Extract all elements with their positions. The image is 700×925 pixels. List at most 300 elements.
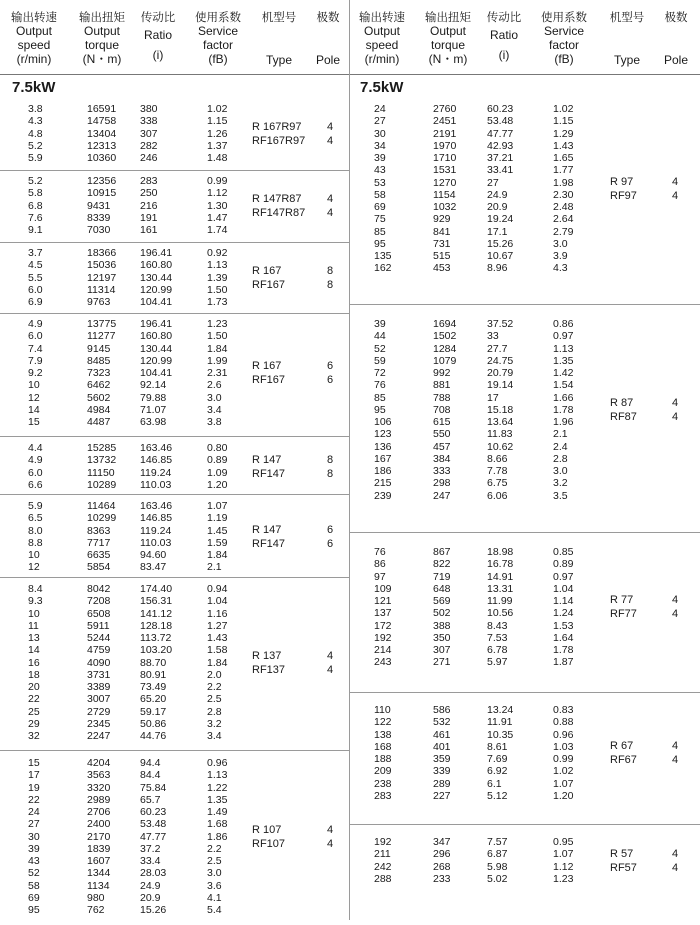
output-speed-cell: 5.8 xyxy=(28,187,43,200)
table-row xyxy=(0,296,350,308)
output-torque-cell: 1607 xyxy=(87,855,111,867)
service-factor-cell: 4.1 xyxy=(207,891,222,904)
table-row xyxy=(350,226,700,238)
table-row xyxy=(0,757,350,769)
output-speed-cell: 95 xyxy=(374,237,386,250)
pole-count-label: 6 xyxy=(327,523,334,536)
output-torque-cell: 1079 xyxy=(433,354,457,367)
model-type-label: RF167R97 xyxy=(252,134,306,147)
ratio-cell: 17 xyxy=(487,391,499,404)
output-speed-cell: 27 xyxy=(374,115,386,128)
table-row xyxy=(0,416,350,428)
pole-count-label: 4 xyxy=(327,837,334,850)
header-factor: 使用系数 Service factor (fB) xyxy=(195,10,241,66)
service-factor-cell: 3.0 xyxy=(553,237,568,250)
service-factor-cell: 3.6 xyxy=(207,879,222,892)
pole-count-label: 4 xyxy=(672,847,679,860)
model-type-label: RF57 xyxy=(610,861,637,874)
output-speed-cell: 24 xyxy=(374,103,386,115)
service-factor-cell: 1.09 xyxy=(207,466,228,479)
ratio-cell: 104.41 xyxy=(140,367,173,379)
service-factor-cell: 0.89 xyxy=(553,558,574,571)
table-row xyxy=(350,778,700,790)
table-row xyxy=(350,355,700,367)
output-speed-cell: 238 xyxy=(374,777,392,790)
output-torque-cell: 296 xyxy=(433,848,451,861)
ratio-cell: 6.06 xyxy=(487,489,508,502)
output-speed-cell: 186 xyxy=(374,465,392,477)
ratio-cell: 44.76 xyxy=(140,730,167,742)
ratio-cell: 246 xyxy=(140,152,158,164)
ratio-cell: 10.67 xyxy=(487,250,514,262)
table-row xyxy=(0,247,350,259)
output-torque-cell: 401 xyxy=(433,740,451,753)
output-speed-cell: 39 xyxy=(28,842,40,855)
output-speed-cell: 14 xyxy=(28,644,40,657)
service-factor-cell: 1.12 xyxy=(207,187,228,200)
ratio-cell: 130.44 xyxy=(140,271,173,284)
table-row xyxy=(350,558,700,570)
table-row xyxy=(350,790,700,802)
ratio-cell: 60.23 xyxy=(487,103,514,115)
output-speed-cell: 6.0 xyxy=(28,330,43,343)
ratio-cell: 11.83 xyxy=(487,428,513,441)
table-row xyxy=(0,479,350,491)
right-table xyxy=(350,0,700,925)
service-factor-cell: 1.54 xyxy=(553,379,574,392)
output-speed-cell: 7.6 xyxy=(28,211,43,224)
table-row xyxy=(350,428,700,440)
output-torque-cell: 5854 xyxy=(87,561,111,574)
table-row xyxy=(350,765,700,777)
ratio-cell: 7.69 xyxy=(487,753,508,765)
output-speed-cell: 5.2 xyxy=(28,139,43,152)
model-type-label: R 67 xyxy=(610,740,634,752)
output-speed-cell: 22 xyxy=(28,693,40,706)
output-speed-cell: 97 xyxy=(374,570,386,583)
table-row xyxy=(350,140,700,152)
ratio-cell: 80.91 xyxy=(140,668,167,681)
output-torque-cell: 453 xyxy=(433,262,451,275)
output-speed-cell: 6.0 xyxy=(28,283,43,296)
ratio-cell: 19.14 xyxy=(487,379,514,392)
output-torque-cell: 708 xyxy=(433,403,451,416)
pole-count-label: 8 xyxy=(327,467,334,480)
ratio-cell: 60.23 xyxy=(140,806,167,818)
service-factor-cell: 1.29 xyxy=(553,127,574,140)
output-torque-cell: 457 xyxy=(433,440,451,453)
table-row xyxy=(350,367,700,379)
ratio-cell: 141.12 xyxy=(140,607,173,620)
service-factor-cell: 1.04 xyxy=(207,595,228,608)
ratio-cell: 37.2 xyxy=(140,842,161,855)
ratio-cell: 163.46 xyxy=(140,500,173,512)
output-torque-cell: 502 xyxy=(433,607,451,620)
output-speed-cell: 138 xyxy=(374,728,392,741)
table-row xyxy=(0,392,350,404)
ratio-cell: 33.4 xyxy=(140,855,161,867)
service-factor-cell: 1.53 xyxy=(553,619,574,632)
service-factor-cell: 0.88 xyxy=(553,716,574,729)
output-speed-cell: 109 xyxy=(374,582,392,595)
output-speed-cell: 4.3 xyxy=(28,115,43,128)
output-speed-cell: 58 xyxy=(374,188,386,201)
ratio-cell: 6.92 xyxy=(487,765,508,778)
table-row xyxy=(350,238,700,250)
model-type-label: R 167 xyxy=(252,264,282,277)
ratio-cell: 161 xyxy=(140,224,158,236)
output-torque-cell: 1694 xyxy=(433,318,457,330)
service-factor-cell: 2.30 xyxy=(553,188,574,201)
model-type-label: RF147 xyxy=(252,467,286,480)
output-speed-cell: 29 xyxy=(28,717,40,730)
header-pole: 极数 Pole xyxy=(663,10,689,67)
output-speed-cell: 72 xyxy=(374,367,386,379)
output-speed-cell: 86 xyxy=(374,558,386,571)
service-factor-cell: 1.23 xyxy=(553,872,574,885)
output-torque-cell: 461 xyxy=(433,728,451,741)
output-speed-cell: 8.8 xyxy=(28,536,43,549)
ratio-cell: 27.7 xyxy=(487,342,508,355)
output-torque-cell: 532 xyxy=(433,716,451,729)
table-row xyxy=(0,620,350,632)
service-factor-cell: 1.42 xyxy=(553,367,574,379)
output-torque-cell: 1284 xyxy=(433,342,457,355)
header-speed: 输出转速 Output speed (r/min) xyxy=(359,10,405,66)
table-row xyxy=(0,806,350,818)
ratio-cell: 6.87 xyxy=(487,848,508,861)
output-torque-cell: 10915 xyxy=(87,187,117,200)
ratio-cell: 196.41 xyxy=(140,247,173,259)
service-factor-cell: 1.78 xyxy=(553,644,574,656)
ratio-cell: 20.9 xyxy=(487,201,508,213)
output-speed-cell: 3.8 xyxy=(28,103,43,115)
output-speed-cell: 242 xyxy=(374,860,392,873)
ratio-cell: 20.79 xyxy=(487,367,514,379)
pole-count-label: 4 xyxy=(327,134,334,147)
output-torque-cell: 15285 xyxy=(87,442,117,454)
output-torque-cell: 298 xyxy=(433,477,451,490)
ratio-cell: 5.98 xyxy=(487,860,508,873)
ratio-cell: 160.80 xyxy=(140,259,173,272)
table-row xyxy=(0,549,350,561)
ratio-cell: 13.24 xyxy=(487,704,514,716)
service-factor-cell: 5.4 xyxy=(207,904,222,916)
group-separator xyxy=(350,824,700,825)
service-factor-cell: 0.99 xyxy=(207,175,228,187)
ratio-cell: 47.77 xyxy=(487,127,514,140)
output-torque-cell: 992 xyxy=(433,367,451,379)
ratio-cell: 75.84 xyxy=(140,781,167,794)
output-speed-cell: 30 xyxy=(28,830,40,843)
service-factor-cell: 1.68 xyxy=(207,818,228,831)
output-speed-cell: 25 xyxy=(28,705,40,718)
header-torque: 输出扭矩 Output torque (N・m) xyxy=(425,10,471,66)
model-type-label: RF167 xyxy=(252,374,286,387)
output-speed-cell: 52 xyxy=(28,867,40,880)
output-speed-cell: 6.8 xyxy=(28,199,43,212)
ratio-cell: 71.07 xyxy=(140,403,167,416)
service-factor-cell: 1.16 xyxy=(207,607,228,620)
right-table-header xyxy=(350,0,700,74)
service-factor-cell: 0.89 xyxy=(207,454,228,467)
service-factor-cell: 1.39 xyxy=(207,271,228,284)
service-factor-cell: 1.47 xyxy=(207,211,228,224)
table-row xyxy=(0,867,350,879)
service-factor-cell: 1.77 xyxy=(553,164,574,177)
pole-count-label: 4 xyxy=(672,754,679,766)
output-torque-cell: 4984 xyxy=(87,403,111,416)
output-torque-cell: 762 xyxy=(87,904,105,916)
output-torque-cell: 4090 xyxy=(87,656,111,669)
output-speed-cell: 34 xyxy=(374,139,386,152)
output-torque-cell: 271 xyxy=(433,656,451,669)
table-row xyxy=(0,500,350,512)
service-factor-cell: 0.85 xyxy=(553,546,574,558)
model-type-label: R 147R87 xyxy=(252,192,302,205)
ratio-cell: 16.78 xyxy=(487,558,514,571)
output-torque-cell: 3007 xyxy=(87,693,111,706)
table-row xyxy=(350,379,700,391)
ratio-cell: 59.17 xyxy=(140,705,167,718)
ratio-cell: 104.41 xyxy=(140,296,173,308)
output-speed-cell: 283 xyxy=(374,789,392,802)
ratio-cell: 8.96 xyxy=(487,262,508,275)
ratio-cell: 156.31 xyxy=(140,595,173,608)
ratio-cell: 79.88 xyxy=(140,391,167,404)
service-factor-cell: 1.02 xyxy=(553,103,574,115)
service-factor-cell: 1.04 xyxy=(553,582,574,595)
output-speed-cell: 69 xyxy=(28,891,40,904)
output-speed-cell: 209 xyxy=(374,765,392,778)
ratio-cell: 128.18 xyxy=(140,619,173,632)
output-torque-cell: 3731 xyxy=(87,668,111,681)
output-speed-cell: 76 xyxy=(374,546,386,558)
output-speed-cell: 4.4 xyxy=(28,442,43,454)
ratio-cell: 94.60 xyxy=(140,549,167,561)
output-torque-cell: 1154 xyxy=(433,188,456,201)
service-factor-cell: 1.48 xyxy=(207,152,228,164)
group-separator xyxy=(0,750,350,751)
output-speed-cell: 76 xyxy=(374,379,386,392)
ratio-cell: 15.18 xyxy=(487,403,514,416)
ratio-cell: 282 xyxy=(140,139,158,152)
service-factor-cell: 1.58 xyxy=(207,644,228,657)
output-speed-cell: 59 xyxy=(374,354,386,367)
output-torque-cell: 881 xyxy=(433,379,451,392)
model-type-label: RF137 xyxy=(252,663,286,676)
service-factor-cell: 1.02 xyxy=(553,765,574,778)
table-row xyxy=(0,632,350,644)
ratio-cell: 17.1 xyxy=(487,225,508,238)
output-torque-cell: 12356 xyxy=(87,175,117,187)
table-row xyxy=(0,404,350,416)
table-row xyxy=(0,880,350,892)
service-factor-cell: 1.43 xyxy=(553,139,574,152)
output-torque-cell: 9431 xyxy=(87,199,111,212)
output-speed-cell: 239 xyxy=(374,489,392,502)
ratio-cell: 10.62 xyxy=(487,440,514,453)
output-speed-cell: 6.6 xyxy=(28,478,43,491)
service-factor-cell: 1.50 xyxy=(207,283,228,296)
model-type-label: R 87 xyxy=(610,396,634,409)
table-row xyxy=(350,330,700,342)
output-speed-cell: 121 xyxy=(374,595,392,607)
output-speed-cell: 135 xyxy=(374,250,392,262)
service-factor-cell: 2.1 xyxy=(207,561,222,574)
output-torque-cell: 2247 xyxy=(87,730,111,742)
service-factor-cell: 1.99 xyxy=(207,354,228,367)
service-factor-cell: 1.30 xyxy=(207,199,228,212)
output-torque-cell: 615 xyxy=(433,416,451,428)
output-speed-cell: 123 xyxy=(374,428,392,441)
model-type-label: R 167 xyxy=(252,360,282,373)
table-row xyxy=(350,490,700,502)
output-speed-cell: 7.4 xyxy=(28,342,43,355)
output-speed-cell: 20 xyxy=(28,681,40,693)
table-row xyxy=(0,318,350,330)
service-factor-cell: 3.9 xyxy=(553,250,568,262)
ratio-cell: 119.24 xyxy=(140,466,172,479)
ratio-cell: 28.03 xyxy=(140,867,167,880)
service-factor-cell: 1.13 xyxy=(207,769,228,782)
table-row xyxy=(0,718,350,730)
output-torque-cell: 333 xyxy=(433,465,451,477)
service-factor-cell: 2.64 xyxy=(553,213,574,226)
output-torque-cell: 8339 xyxy=(87,211,111,224)
header-torque: 输出扭矩 Output torque (N・m) xyxy=(79,10,125,66)
ratio-cell: 37.52 xyxy=(487,318,514,330)
table-row xyxy=(350,441,700,453)
ratio-cell: 5.97 xyxy=(487,656,508,669)
output-torque-cell: 8363 xyxy=(87,524,111,537)
service-factor-cell: 1.37 xyxy=(207,139,228,152)
output-torque-cell: 7323 xyxy=(87,367,111,379)
ratio-cell: 11.99 xyxy=(487,595,513,607)
model-type-label: RF77 xyxy=(610,608,637,621)
service-factor-cell: 1.12 xyxy=(553,860,574,873)
output-torque-cell: 13404 xyxy=(87,127,117,140)
service-factor-cell: 2.4 xyxy=(553,440,568,453)
service-factor-cell: 0.94 xyxy=(207,583,228,595)
model-type-label: R 77 xyxy=(610,594,634,607)
service-factor-cell: 1.26 xyxy=(207,127,228,140)
output-torque-cell: 2191 xyxy=(433,127,457,140)
service-factor-cell: 3.0 xyxy=(207,391,222,404)
output-speed-cell: 53 xyxy=(374,176,386,189)
output-torque-cell: 18366 xyxy=(87,247,117,259)
power-rating: 7.5kW xyxy=(12,79,56,96)
ratio-cell: 120.99 xyxy=(140,354,173,367)
service-factor-cell: 1.22 xyxy=(207,781,228,794)
model-type-block xyxy=(610,175,700,203)
table-row xyxy=(350,632,700,644)
ratio-cell: 33.41 xyxy=(487,164,514,177)
output-torque-cell: 6635 xyxy=(87,549,111,561)
output-torque-cell: 3320 xyxy=(87,781,111,794)
output-speed-cell: 85 xyxy=(374,391,386,404)
output-torque-cell: 7208 xyxy=(87,595,111,608)
service-factor-cell: 1.35 xyxy=(207,793,228,806)
model-type-label: R 147 xyxy=(252,453,282,466)
output-speed-cell: 6.9 xyxy=(28,296,43,308)
output-speed-cell: 17 xyxy=(28,769,40,782)
ratio-cell: 33 xyxy=(487,330,499,343)
table-row xyxy=(0,103,350,115)
service-factor-cell: 1.66 xyxy=(553,391,574,404)
output-torque-cell: 822 xyxy=(433,558,451,571)
output-torque-cell: 233 xyxy=(433,872,451,885)
table-row xyxy=(350,453,700,465)
table-row xyxy=(350,201,700,213)
group-separator xyxy=(0,436,350,437)
model-type-block xyxy=(252,359,350,387)
ratio-cell: 7.53 xyxy=(487,631,508,644)
output-speed-cell: 215 xyxy=(374,477,392,490)
service-factor-cell: 1.07 xyxy=(553,777,574,790)
output-torque-cell: 1032 xyxy=(433,201,457,213)
ratio-cell: 53.48 xyxy=(487,115,514,128)
model-type-block xyxy=(252,453,350,481)
output-torque-cell: 5602 xyxy=(87,391,111,404)
service-factor-cell: 0.97 xyxy=(553,330,574,343)
output-torque-cell: 7717 xyxy=(87,536,111,549)
group-separator xyxy=(350,532,700,533)
output-speed-cell: 22 xyxy=(28,793,40,806)
table-row xyxy=(350,213,700,225)
output-speed-cell: 10 xyxy=(28,379,40,392)
output-speed-cell: 16 xyxy=(28,656,40,669)
output-torque-cell: 569 xyxy=(433,595,451,607)
service-factor-cell: 1.24 xyxy=(553,607,574,620)
service-factor-cell: 3.5 xyxy=(553,489,568,502)
output-torque-cell: 731 xyxy=(433,237,451,250)
power-rating: 7.5kW xyxy=(360,79,404,96)
ratio-cell: 8.61 xyxy=(487,740,508,753)
table-row xyxy=(350,716,700,728)
table-row xyxy=(0,693,350,705)
ratio-cell: 53.48 xyxy=(140,818,167,831)
output-speed-cell: 8.0 xyxy=(28,524,43,537)
ratio-cell: 18.98 xyxy=(487,546,514,558)
table-row xyxy=(0,681,350,693)
pole-count-label: 4 xyxy=(327,120,334,133)
output-torque-cell: 289 xyxy=(433,777,451,790)
table-row xyxy=(350,644,700,656)
output-torque-cell: 515 xyxy=(433,250,451,262)
ratio-cell: 6.78 xyxy=(487,644,508,656)
service-factor-cell: 1.87 xyxy=(553,656,574,669)
table-row xyxy=(350,262,700,274)
output-torque-cell: 1502 xyxy=(433,330,457,343)
model-type-block xyxy=(252,823,350,851)
service-factor-cell: 1.45 xyxy=(207,524,228,537)
ratio-cell: 7.57 xyxy=(487,836,508,848)
output-torque-cell: 2345 xyxy=(87,717,111,730)
ratio-cell: 10.56 xyxy=(487,607,514,620)
group-separator xyxy=(350,304,700,305)
output-speed-cell: 39 xyxy=(374,318,386,330)
pole-count-label: 6 xyxy=(327,374,334,387)
ratio-cell: 20.9 xyxy=(140,891,161,904)
service-factor-cell: 1.84 xyxy=(207,342,228,355)
model-type-block xyxy=(252,120,350,148)
output-torque-cell: 3389 xyxy=(87,681,111,693)
service-factor-cell: 1.20 xyxy=(553,789,574,802)
service-factor-cell: 4.3 xyxy=(553,262,568,275)
output-torque-cell: 3563 xyxy=(87,769,111,782)
output-speed-cell: 167 xyxy=(374,452,392,465)
